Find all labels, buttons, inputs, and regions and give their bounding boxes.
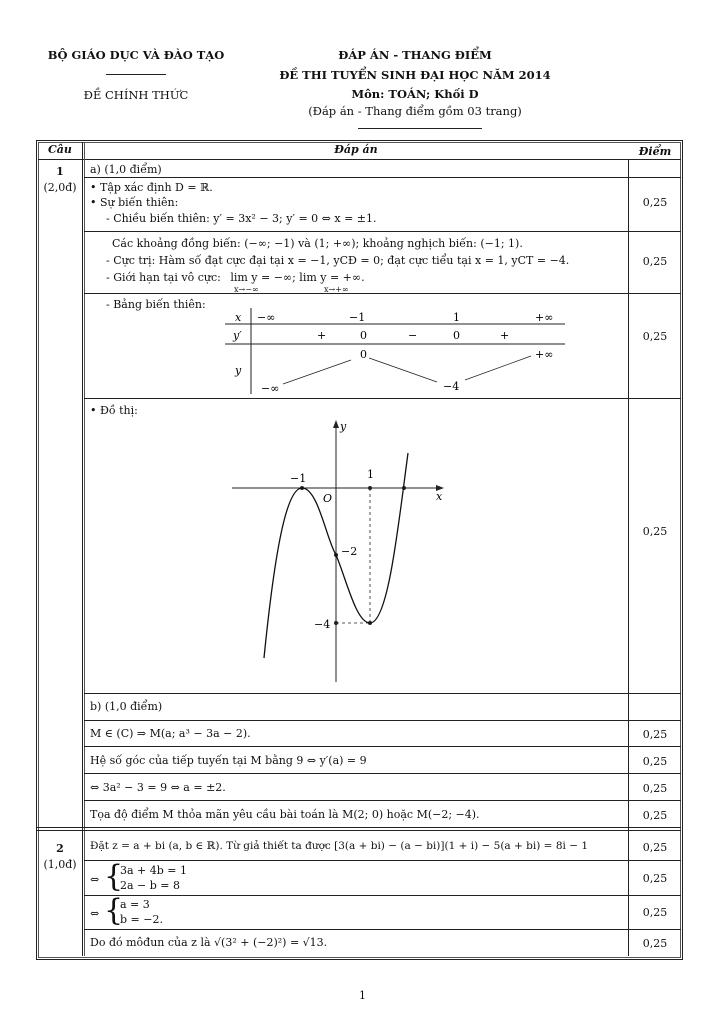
q1-b2: Hệ số góc của tiếp tuyến tại M bằng 9 ⇔ y′(a) = 9 <box>90 754 367 767</box>
q1-part-a: a) (1,0 điểm) <box>90 163 162 176</box>
q2-arrow-2: ⇔ <box>90 907 100 920</box>
q1-graph-title: • Đồ thị: <box>90 404 138 417</box>
function-graph <box>228 418 452 688</box>
score-cell: 0,25 <box>642 906 668 919</box>
q1-variation: • Sự biến thiên: <box>90 196 179 209</box>
official-label: ĐỀ CHÍNH THỨC <box>83 88 189 102</box>
divider <box>36 830 681 831</box>
graph-ylab: y <box>340 420 347 433</box>
score-cell: 0,25 <box>642 525 668 538</box>
q1-derivative: - Chiều biến thiên: y′ = 3x² − 3; y′ = 0 ⇔ x = ±1. <box>106 212 377 225</box>
graph-m2: −2 <box>341 545 358 558</box>
divider <box>84 860 681 861</box>
q1-b3: ⇔ 3a² − 3 = 9 ⇔ a = ±2. <box>90 781 226 794</box>
graph-origin: O <box>323 492 333 505</box>
divider <box>84 293 681 294</box>
q1-points: (2,0đ) <box>43 181 77 194</box>
bbt-y: y <box>235 364 242 377</box>
divider <box>84 693 681 694</box>
divider <box>84 895 681 896</box>
exam-title: ĐỀ THI TUYỂN SINH ĐẠI HỌC NĂM 2014 <box>279 68 551 82</box>
divider <box>84 800 681 801</box>
q1-domain: • Tập xác định D = ℝ. <box>90 181 213 194</box>
bbt-s1: + <box>317 329 327 342</box>
divider <box>84 231 681 232</box>
divider <box>36 827 681 828</box>
q1-table-label: - Bảng biến thiên: <box>106 298 206 311</box>
score-cell: 0,25 <box>642 782 668 795</box>
q2-arrow-1: ⇔ <box>90 873 100 886</box>
graph-xlab: x <box>436 490 443 503</box>
score-cell: 0,25 <box>642 728 668 741</box>
doc-title: ĐÁP ÁN - THANG ĐIỂM <box>338 48 492 62</box>
limits-expr: lim y = −∞; lim y = +∞. <box>230 271 365 284</box>
score-cell: 0,25 <box>642 809 668 822</box>
bbt-x2: 1 <box>453 311 460 324</box>
q1-monotonic: Các khoảng đồng biến: (−∞; −1) và (1; +∞); khoảng nghịch biến: (−1; 1). <box>112 237 523 250</box>
col-answer-header: Đáp án <box>334 143 378 156</box>
divider <box>84 929 681 930</box>
lim-sub-1: x→−∞ <box>234 285 259 294</box>
bbt-z2: 0 <box>453 329 460 342</box>
score-cell: 0,25 <box>642 872 668 885</box>
divider <box>84 142 85 956</box>
page-number: 1 <box>359 989 366 1002</box>
q1-extrema: - Cực trị: Hàm số đạt cực đại tại x = −1, yCĐ = 0; đạt cực tiểu tại x = 1, yCT = −4. <box>106 254 570 267</box>
divider <box>84 398 681 399</box>
col-question-header: Câu <box>48 143 72 156</box>
graph-m4: −4 <box>314 618 331 631</box>
q2-number: 2 <box>56 842 64 855</box>
col-score-header: Điểm <box>638 145 672 158</box>
divider <box>38 159 681 160</box>
divider <box>82 142 83 956</box>
q2-line4: Do đó môđun của z là √(3² + (−2)²) = √13. <box>90 936 328 949</box>
score-cell: 0,25 <box>642 937 668 950</box>
q2-sys1-a: 3a + 4b = 1 <box>120 864 188 877</box>
divider <box>628 159 629 956</box>
score-cell: 0,25 <box>642 330 668 343</box>
q2-points: (1,0đ) <box>43 858 77 871</box>
bbt-ytop1: 0 <box>360 348 367 361</box>
graph-p1: 1 <box>367 468 374 481</box>
bbt-s3: + <box>500 329 510 342</box>
q2-sys2-a: a = 3 <box>120 898 150 911</box>
q2-sys1-b: 2a − b = 8 <box>120 879 181 892</box>
pages-note: (Đáp án - Thang điểm gồm 03 trang) <box>308 104 522 118</box>
divider <box>84 177 681 178</box>
bbt-x1: −1 <box>349 311 366 324</box>
divider <box>84 746 681 747</box>
variation-table <box>225 308 570 398</box>
bbt-yp: y′ <box>233 329 242 342</box>
limits-label: - Giới hạn tại vô cực: <box>106 271 221 284</box>
bbt-s2: − <box>408 329 418 342</box>
score-cell: 0,25 <box>642 755 668 768</box>
q2-line1: Đặt z = a + bi (a, b ∈ ℝ). Từ giả thiết ta được [3(a + bi) − (a − bi)](1 + i) − 5(a + bi) = 8i − 1 <box>90 840 589 852</box>
ministry-underline <box>106 74 166 75</box>
title-underline <box>358 128 482 129</box>
bbt-ybot2: −4 <box>443 380 460 393</box>
brace-1: { <box>104 859 124 894</box>
bbt-ytop2: +∞ <box>535 348 554 361</box>
q1-part-b: b) (1,0 điểm) <box>90 700 163 713</box>
bbt-z1: 0 <box>360 329 367 342</box>
score-cell: 0,25 <box>642 196 668 209</box>
divider <box>84 773 681 774</box>
subject-line: Môn: TOÁN; Khối D <box>351 87 479 101</box>
lim-sub-2: x→+∞ <box>324 285 349 294</box>
score-cell: 0,25 <box>642 841 668 854</box>
bbt-xp: +∞ <box>535 311 554 324</box>
q1-number: 1 <box>56 165 64 178</box>
score-cell: 0,25 <box>642 255 668 268</box>
brace-2: { <box>104 893 124 928</box>
q1-b1: M ∈ (C) ⇒ M(a; a³ − 3a − 2). <box>90 727 251 740</box>
bbt-xm: −∞ <box>257 311 276 324</box>
graph-m1: −1 <box>290 472 307 485</box>
bbt-x: x <box>235 311 242 324</box>
q1-b4: Tọa độ điểm M thỏa mãn yêu cầu bài toán là M(2; 0) hoặc M(−2; −4). <box>90 808 480 821</box>
q2-sys2-b: b = −2. <box>120 913 163 926</box>
bbt-ybot1: −∞ <box>261 382 280 395</box>
divider <box>84 720 681 721</box>
ministry-name: BỘ GIÁO DỤC VÀ ĐÀO TẠO <box>47 48 225 62</box>
